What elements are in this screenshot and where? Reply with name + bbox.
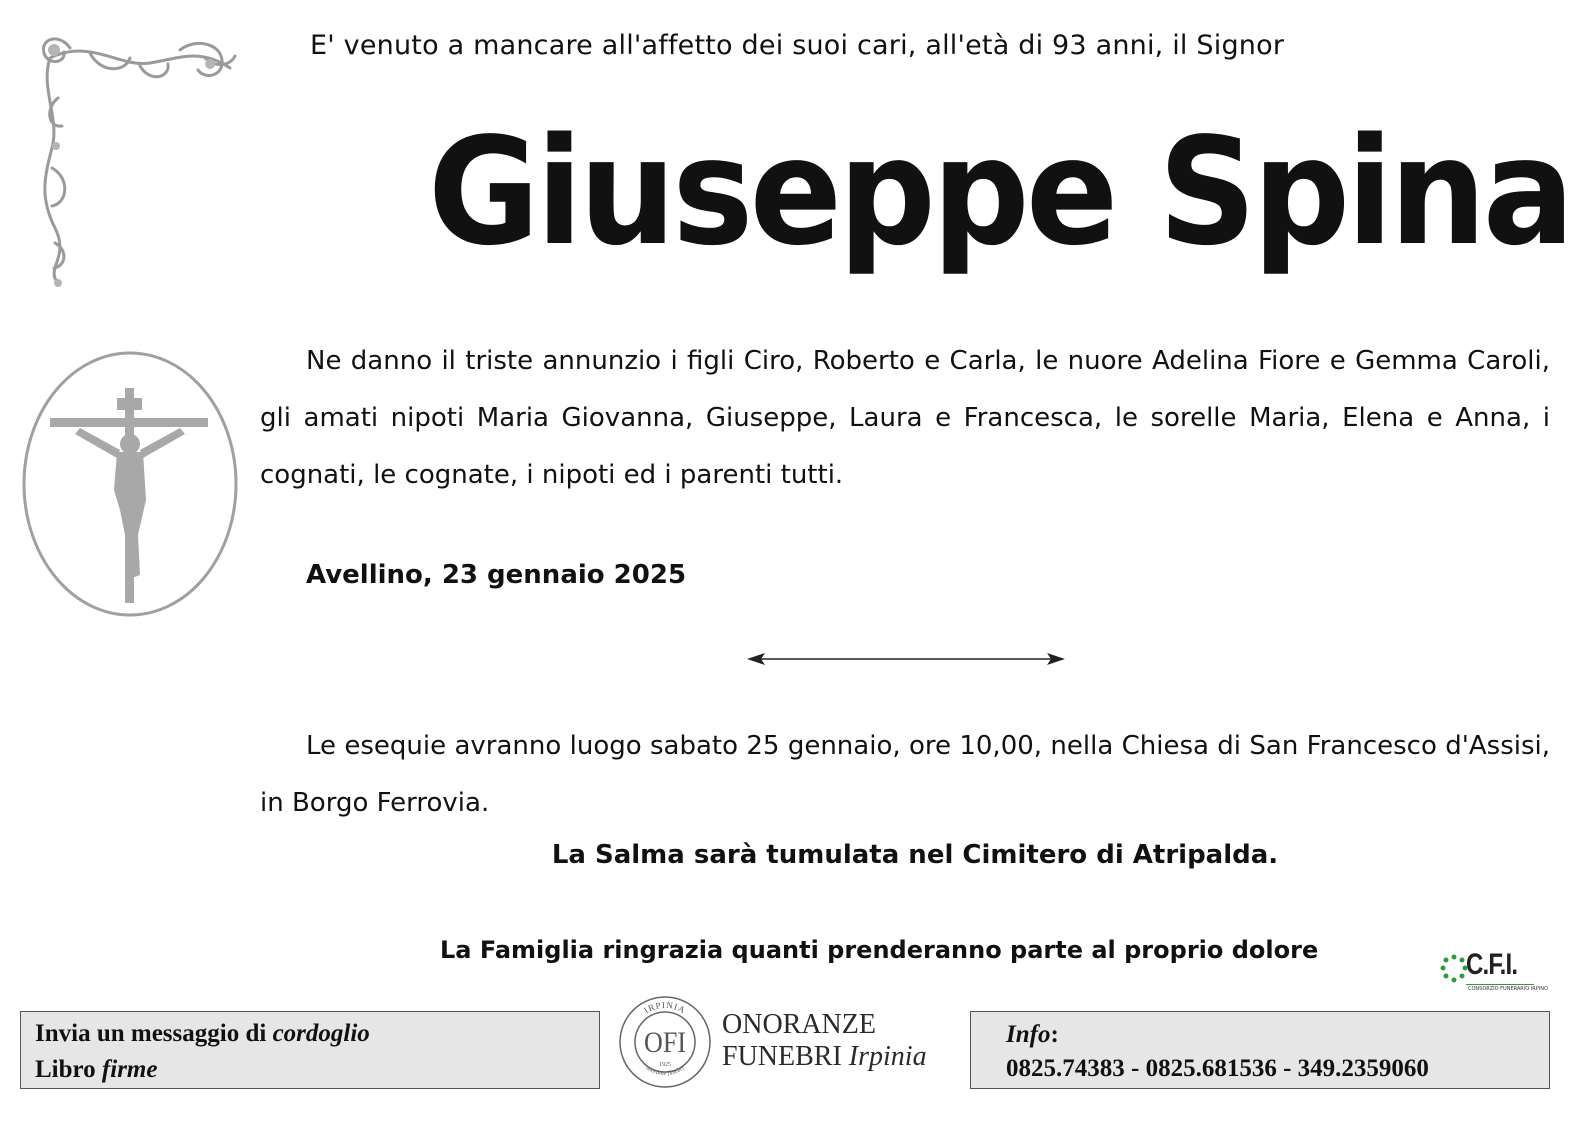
funeral-paragraph: Le esequie avranno luogo sabato 25 gennaio, ore 10,00, nella Chiesa di San Francesco d'Assisi, in Borgo Ferrovia. bbox=[260, 731, 1550, 818]
condolence-message-italic: cordoglio bbox=[272, 1020, 370, 1047]
place-date: Avellino, 23 gennaio 2025 bbox=[306, 560, 687, 590]
company-name bbox=[722, 1009, 927, 1073]
company-line1: ONORANZE bbox=[722, 1009, 876, 1040]
announcement-paragraph: Ne danno il triste annunzio i figli Ciro, Roberto e Carla, le nuore Adelina Fiore e Gemma Caroli, gli amati nipoti Maria Giovanna, Giuseppe, Laura e Francesca, le sorelle Maria, Elena e Anna, i cognati, le cognate, i nipoti ed i parenti tutti. bbox=[260, 346, 1550, 490]
deceased-name: Giuseppe Spina bbox=[428, 106, 1571, 278]
guestbook-prefix: Libro bbox=[35, 1056, 102, 1083]
company-line2-prefix: FUNEBRI bbox=[722, 1041, 849, 1072]
company-line2 bbox=[722, 1041, 927, 1073]
cfi-logo-subtitle: CONSORZIO FUNERARIO IRPINO bbox=[1468, 986, 1548, 992]
burial-notice: La Salma sarà tumulata nel Cimitero di Atripalda. bbox=[551, 840, 1279, 870]
seal-monogram: OFI bbox=[644, 1026, 686, 1059]
cfi-logo-underline bbox=[1466, 984, 1534, 985]
info-label: Info bbox=[1006, 1021, 1051, 1048]
info-box bbox=[970, 1011, 1550, 1089]
svg-text:IRPINIA bbox=[642, 1000, 688, 1016]
guestbook-italic: firme bbox=[101, 1056, 158, 1083]
seal-bottom-text: onoranze funebri bbox=[644, 1065, 686, 1077]
seal-year: 1925 bbox=[659, 1062, 671, 1068]
company-line2-italic: Irpinia bbox=[848, 1041, 927, 1072]
crucifix-icon bbox=[20, 350, 242, 622]
info-colon: : bbox=[1050, 1021, 1059, 1048]
intro-text: E' venuto a mancare all'affetto dei suoi cari, all'età di 93 anni, il Signor bbox=[310, 30, 1285, 61]
cfi-logo-text: C.F.I. bbox=[1466, 948, 1518, 981]
seal-top-text: IRPINIA bbox=[642, 999, 688, 1016]
condolence-message-link[interactable] bbox=[35, 1016, 599, 1052]
double-arrow-divider-icon bbox=[745, 648, 1067, 670]
cfi-dots-icon bbox=[1440, 954, 1468, 984]
cfi-logo bbox=[1440, 948, 1548, 998]
info-label-line bbox=[1006, 1018, 1549, 1052]
condolence-box[interactable] bbox=[20, 1011, 600, 1089]
family-thanks: La Famiglia ringrazia quanti prenderanno parte al proprio dolore bbox=[440, 936, 1319, 964]
guestbook-link[interactable] bbox=[35, 1052, 599, 1088]
floral-corner-ornament-icon bbox=[30, 28, 245, 290]
onoranze-seal-logo-icon bbox=[617, 994, 713, 1090]
condolence-message-prefix: Invia un messaggio di bbox=[35, 1020, 273, 1047]
phone-numbers[interactable]: 0825.74383 - 0825.681536 - 349.2359060 bbox=[1006, 1055, 1429, 1082]
